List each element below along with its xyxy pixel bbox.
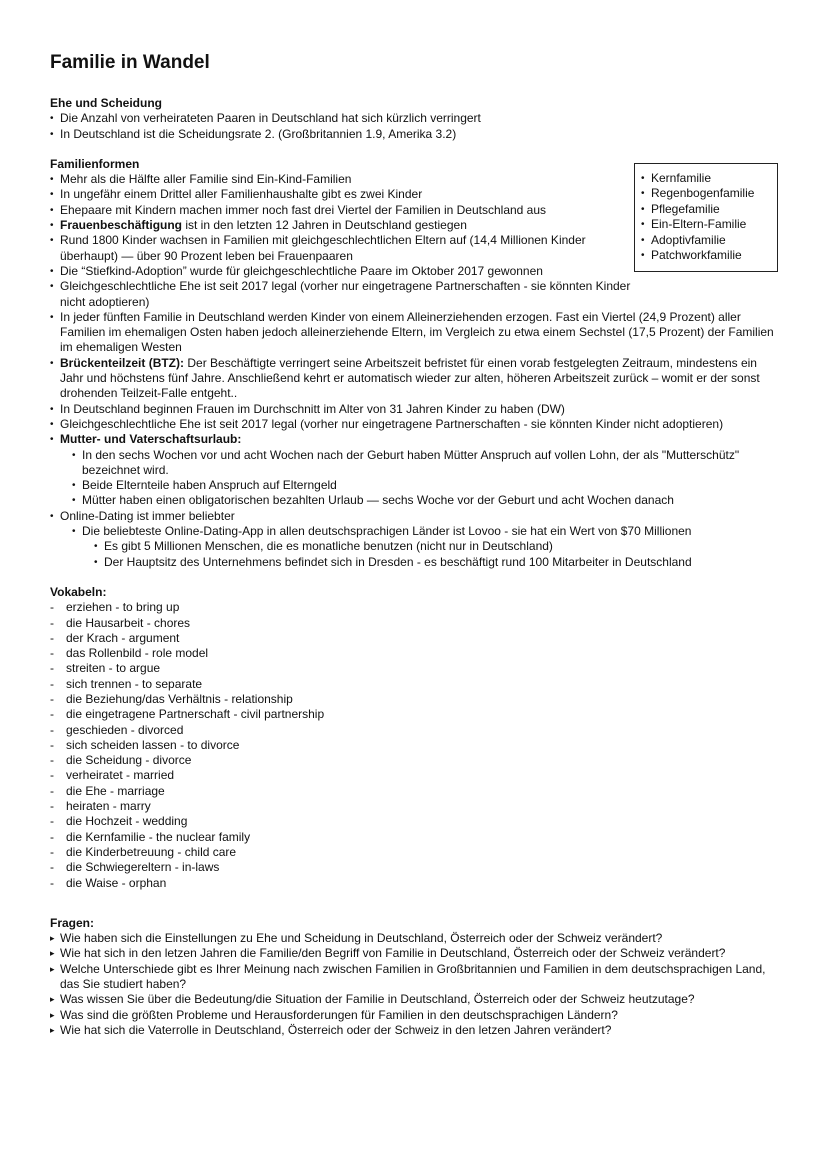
vocab-item: - die eingetragene Partnerschaft - civil partnership [50,707,780,722]
vocab-item: - die Schwiegereltern - in-laws [50,860,780,875]
list-item: • Rund 1800 Kinder wachsen in Familien mit gleichgeschlechtlichen Eltern auf (14,4 Millionen Kinder überhaupt) — über 90 Prozent leben bei Frauenpaaren [50,233,640,264]
vocab-item: - sich scheiden lassen - to divorce [50,738,780,753]
vocab-item: - verheiratet - married [50,768,780,783]
list-item: • Kernfamilie [635,171,777,186]
bullet-list [50,111,780,142]
vocab-item: - die Kernfamilie - the nuclear family [50,830,780,845]
family-types-box [634,163,778,272]
item-text: Die beliebteste Online-Dating-App in allen deutschsprachigen Länder ist Lovoo - sie hat ein Wert von $70 Millionen [82,524,692,539]
list-item: • Ein-Eltern-Familie [635,217,777,232]
item-text: Online-Dating ist immer beliebter [60,508,235,523]
section-heading: Familienformen [50,156,140,171]
vocab-item: - sich trennen - to separate [50,677,780,692]
list-item: • Adoptivfamilie [635,233,777,248]
question-item: ▸ Wie hat sich in den letzen Jahren die Familie/den Begriff von Familie in Deutschland, Österreich oder der Schweiz verändert? [50,946,780,961]
list-item [50,509,780,570]
section-fragen [50,916,780,1038]
vocab-item: - geschieden - divorced [50,723,780,738]
document-page [50,52,780,1053]
section-ehe [50,96,780,142]
question-item: ▸ Wie hat sich die Vaterrolle in Deutschland, Österreich oder der Schweiz in den letzen Jahren verändert? [50,1023,780,1038]
list-item: • In ungefähr einem Drittel aller Familienhaushalte gibt es zwei Kinder [50,187,640,202]
question-item: ▸ Wie haben sich die Einstellungen zu Ehe und Scheidung in Deutschland, Österreich oder der Schweiz verändert? [50,931,780,946]
vocab-item: - die Hochzeit - wedding [50,814,780,829]
item-text: ist in den letzten 12 Jahren in Deutschland gestiegen [182,218,467,233]
sub-list [72,524,780,570]
vocab-item: - die Scheidung - divorce [50,753,780,768]
list-item: • Patchworkfamilie [635,248,777,263]
page-title: Familie in Wandel [50,52,210,73]
question-list [50,931,780,1038]
section-heading: Vokabeln: [50,584,107,599]
bold-term: Mutter- und Vaterschaftsurlaub: [60,432,242,447]
section-vokabeln [50,585,780,891]
list-item: • In Deutschland ist die Scheidungsrate 2. (Großbritannien 1.9, Amerika 3.2) [50,127,780,142]
list-item: • In jeder fünften Familie in Deutschland werden Kinder von einem Alleinerziehenden erzogen. Fast ein Viertel (24,9 Prozent) aller Familien im ehemaligen Osten haben jedoch alleinerziehende Eltern, im Vergleich zu etwa einem Sechstel (17,5 Prozent) der Familien im ehemaligen Westen [50,310,780,356]
list-item: • Es gibt 5 Millionen Menschen, die es monatliche benutzen (nicht nur in Deutschland) [94,539,780,554]
sub-list [72,448,780,509]
list-item: • Ehepaare mit Kindern machen immer noch fast drei Viertel der Familien in Deutschland aus [50,203,640,218]
sub-sub-list [94,539,780,570]
vocab-item: - streiten - to argue [50,661,780,676]
list-item: • Die “Stiefkind-Adoption” wurde für gleichgeschlechtliche Paare im Oktober 2017 gewonnen [50,264,640,279]
list-item: • Gleichgeschlechtliche Ehe ist seit 2017 legal (vorher nur eingetragene Partnerschaften - sie könnten Kinder nicht adoptieren) [50,279,640,310]
vocab-item: - das Rollenbild - role model [50,646,780,661]
section-heading: Fragen: [50,915,95,930]
vocab-list [50,600,780,891]
list-item: • Regenbogenfamilie [635,186,777,201]
vocab-item: - die Kinderbetreuung - child care [50,845,780,860]
vocab-item: - die Waise - orphan [50,876,780,891]
list-item: • Beide Elternteile haben Anspruch auf Elterngeld [72,478,780,493]
question-item: ▸ Was wissen Sie über die Bedeutung/die Situation der Familie in Deutschland, Österreich oder der Schweiz heutzutage? [50,992,780,1007]
vocab-item: - die Hausarbeit - chores [50,616,780,631]
vocab-item: - erziehen - to bring up [50,600,780,615]
bold-term: Frauenbeschäftigung [60,218,183,233]
vocab-item: - heiraten - marry [50,799,780,814]
list-item: • Gleichgeschlechtliche Ehe ist seit 2017 legal (vorher nur eingetragene Partnerschaften - sie könnten Kinder nicht adoptieren) [50,417,780,432]
vocab-item: - der Krach - argument [50,631,780,646]
item-text: Der Beschäftigte verringert seine Arbeitszeit befristet für einen vorab festgelegten Zeitraum, mindestens ein Jahr und höchstens fünf Jahre. Anschließend kehrt er automatisch wieder zur alten, höheren Arbeitszeit zurück – womit er der sonst drohenden Teilzeit-Falle entgeht.. [60,355,760,401]
list-item: • Pflegefamilie [635,202,777,217]
list-item [50,218,640,233]
list-item [72,524,780,570]
list-item: • Mehr als die Hälfte aller Familie sind Ein-Kind-Familien [50,172,640,187]
list-item [50,432,780,508]
vocab-item: - die Ehe - marriage [50,784,780,799]
list-item: • Mütter haben einen obligatorischen bezahlten Urlaub — sechs Woche vor der Geburt und acht Wochen danach [72,493,780,508]
bold-term: Brückenteilzeit (BTZ): [60,355,185,370]
vocab-item: - die Beziehung/das Verhältnis - relationship [50,692,780,707]
family-types-list [635,171,777,263]
question-item: ▸ Was sind die größten Probleme und Herausforderungen für Familien in den deutschsprachigen Ländern? [50,1008,780,1023]
list-item: • In Deutschland beginnen Frauen im Durchschnitt im Alter von 31 Jahren Kinder zu haben (DW) [50,402,780,417]
list-item: • Der Hauptsitz des Unternehmens befindet sich in Dresden - es beschäftigt rund 100 Mitarbeiter in Deutschland [94,555,780,570]
list-item: • Die Anzahl von verheirateten Paaren in Deutschland hat sich kürzlich verringert [50,111,780,126]
section-heading: Ehe und Scheidung [50,96,163,110]
section-familienformen [50,157,780,570]
question-item: ▸ Welche Unterschiede gibt es Ihrer Meinung nach zwischen Familien in Großbritannien und Familien in dem deutschsprachigen Land, das Sie studiert haben? [50,962,780,993]
list-item: • In den sechs Wochen vor und acht Wochen nach der Geburt haben Mütter Anspruch auf vollen Lohn, der als "Mutterschütz" bezeichnet wird. [72,448,780,479]
list-item [50,356,780,402]
